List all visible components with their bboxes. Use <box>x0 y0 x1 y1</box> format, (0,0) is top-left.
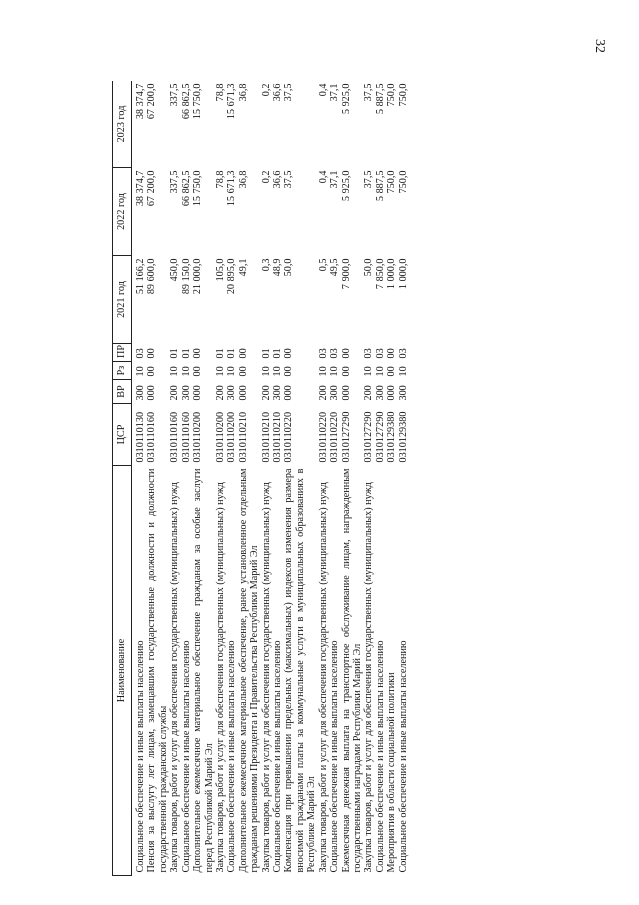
cell-pr: 01 <box>226 348 238 359</box>
cell-rz: 00 <box>283 366 295 377</box>
cell-2023: 5 925,0 <box>340 83 352 115</box>
cell-vr: 300 <box>329 385 341 401</box>
cell-pr: 03 <box>374 348 386 359</box>
table-row <box>386 81 397 876</box>
cell-vr: 000 <box>283 385 295 401</box>
cell-name: Пенсия за выслугу лет лицам, замещавшим государственные должности и должности государственной гражданской службы <box>146 468 169 873</box>
cell-rz: 10 <box>397 366 409 377</box>
header-2023: 2023 год <box>113 81 132 168</box>
cell-2023: 38 374,7 <box>135 83 146 120</box>
cell-rz: 00 <box>340 366 352 377</box>
cell-csr: 0310110210 <box>237 411 249 463</box>
table-row <box>261 81 272 876</box>
header-name: Наименование <box>113 466 132 876</box>
cell-csr: 0310129380 <box>397 411 409 463</box>
cell-2022: 66 862,5 <box>180 170 192 207</box>
cell-rz: 10 <box>226 366 238 377</box>
cell-name: Закупка товаров, работ и услуг для обеспечения государственных (муниципальных) нужд <box>260 482 272 873</box>
cell-2023: 15 671,3 <box>226 83 238 120</box>
cell-name: Социальное обеспечение и иные выплаты населению <box>226 640 238 873</box>
cell-name: Ежемесячная денежная выплата на транспортное обслуживание лицам, награжденным государственными наградами Республики Марий Эл <box>340 468 364 873</box>
cell-vr: 000 <box>237 385 249 401</box>
cell-2022: 750,0 <box>397 170 409 194</box>
cell-vr: 300 <box>397 385 409 401</box>
cell-pr: 03 <box>397 348 409 359</box>
cell-2023: 750,0 <box>397 83 409 107</box>
cell-vr: 200 <box>214 385 226 401</box>
cell-csr: 0310127290 <box>363 411 375 463</box>
cell-pr: 01 <box>272 348 284 359</box>
cell-name: Закупка товаров, работ и услуг для обеспечения государственных (муниципальных) нужд <box>317 482 329 873</box>
cell-2022: 37,5 <box>283 170 295 189</box>
cell-vr: 000 <box>192 385 204 401</box>
cell-vr: 300 <box>272 385 284 401</box>
cell-rz: 00 <box>386 366 398 377</box>
cell-pr: 03 <box>317 348 329 359</box>
table-row <box>341 81 364 876</box>
cell-vr: 200 <box>169 385 181 401</box>
cell-2021: 450,0 <box>169 258 181 282</box>
table-row <box>329 81 340 876</box>
cell-name: Социальное обеспечение и иные выплаты населению <box>272 640 284 873</box>
cell-2023: 750,0 <box>386 83 398 107</box>
cell-2021: 105,0 <box>214 258 226 282</box>
cell-csr: 0310110210 <box>260 411 272 463</box>
cell-pr: 01 <box>214 348 226 359</box>
cell-2023: 37,5 <box>363 83 375 102</box>
cell-csr: 0310110220 <box>283 411 295 463</box>
table-row <box>283 81 317 876</box>
cell-2021: 50,0 <box>283 258 295 277</box>
cell-csr: 0310110200 <box>214 411 226 463</box>
cell-rz: 10 <box>135 366 146 377</box>
cell-pr: 00 <box>146 348 158 359</box>
cell-name: Социальное обеспечение и иные выплаты населению <box>397 640 409 873</box>
cell-csr: 0310110220 <box>317 411 329 463</box>
cell-pr: 01 <box>180 348 192 359</box>
cell-2022: 67 200,0 <box>146 170 158 207</box>
cell-name: Мероприятия в области социальной политики <box>386 672 398 873</box>
cell-rz: 10 <box>272 366 284 377</box>
table-row <box>363 81 374 876</box>
table-row <box>272 81 283 876</box>
cell-2021: 50,0 <box>363 258 375 277</box>
cell-2022: 36,8 <box>237 170 249 189</box>
header-rz: Рз <box>113 362 132 380</box>
cell-2021: 20 895,0 <box>226 258 238 295</box>
cell-2023: 0,2 <box>260 83 272 97</box>
header-row <box>113 81 132 876</box>
header-pr: ПР <box>113 344 132 362</box>
cell-2023: 37,1 <box>329 83 341 102</box>
cell-2022: 337,5 <box>169 170 181 194</box>
cell-name: Социальное обеспечение и иные выплаты населению <box>180 640 192 873</box>
cell-2023: 0,4 <box>317 83 329 97</box>
cell-name: Социальное обеспечение и иные выплаты населению <box>374 640 386 873</box>
table-row <box>215 81 226 876</box>
table-row <box>398 81 409 876</box>
cell-2022: 38 374,7 <box>135 170 146 207</box>
cell-2021: 7 850,0 <box>374 258 386 290</box>
table-row <box>238 81 261 876</box>
cell-2022: 15 750,0 <box>192 170 204 207</box>
cell-rz: 10 <box>214 366 226 377</box>
cell-2022: 15 671,3 <box>226 170 238 207</box>
cell-2021: 1 000,0 <box>386 258 398 290</box>
cell-name: Дополнительное ежемесячное материальное обеспечение, ранее установленное отдельным гражданам решениями Президента и Правительства Республики Марий Эл <box>237 468 261 873</box>
cell-rz: 10 <box>374 366 386 377</box>
table-row <box>169 81 180 876</box>
header-2021: 2021 год <box>113 256 132 344</box>
cell-2021: 51 166,2 <box>135 258 146 295</box>
table-row <box>146 81 169 876</box>
cell-csr: 0310127290 <box>374 411 386 463</box>
cell-2021: 49,5 <box>329 258 341 277</box>
cell-csr: 0310110160 <box>180 411 192 463</box>
cell-rz: 10 <box>260 366 272 377</box>
cell-2021: 0,3 <box>260 258 272 272</box>
header-2022: 2022 год <box>113 168 132 256</box>
cell-2021: 49,1 <box>237 258 249 277</box>
cell-vr: 300 <box>226 385 238 401</box>
cell-vr: 300 <box>374 385 386 401</box>
cell-2021: 48,9 <box>272 258 284 277</box>
cell-2022: 0,4 <box>317 170 329 184</box>
cell-2021: 89 150,0 <box>180 258 192 295</box>
cell-2022: 0,2 <box>260 170 272 184</box>
cell-2022: 36,6 <box>272 170 284 189</box>
cell-2023: 15 750,0 <box>192 83 204 120</box>
table-row <box>226 81 237 876</box>
cell-2023: 66 862,5 <box>180 83 192 120</box>
cell-pr: 00 <box>386 348 398 359</box>
page-number: 32 <box>592 39 607 53</box>
cell-vr: 300 <box>135 385 146 401</box>
header-vr: ВР <box>113 380 132 404</box>
cell-pr: 03 <box>135 348 146 359</box>
cell-2022: 750,0 <box>386 170 398 194</box>
cell-rz: 10 <box>317 366 329 377</box>
cell-csr: 0310110200 <box>192 411 204 463</box>
cell-2023: 5 887,5 <box>374 83 386 115</box>
cell-2023: 36,8 <box>237 83 249 102</box>
cell-vr: 200 <box>260 385 272 401</box>
cell-vr: 300 <box>180 385 192 401</box>
cell-pr: 00 <box>283 348 295 359</box>
cell-rz: 00 <box>146 366 158 377</box>
cell-pr: 01 <box>169 348 181 359</box>
cell-name: Закупка товаров, работ и услуг для обеспечения государственных (муниципальных) нужд <box>169 482 181 873</box>
table-body <box>132 81 410 876</box>
table-row <box>318 81 329 876</box>
cell-rz: 00 <box>192 366 204 377</box>
cell-vr: 000 <box>340 385 352 401</box>
cell-2023: 78,8 <box>214 83 226 102</box>
landscape-sheet <box>112 81 572 876</box>
cell-csr: 0310129380 <box>386 411 398 463</box>
table-row <box>375 81 386 876</box>
cell-2021: 7 900,0 <box>340 258 352 290</box>
cell-name: Компенсация при превышении предельных (максимальных) индексов изменения размера вносимой гражданами платы за коммунальные услуги в муниципальных образованиях в Республике Марий Эл <box>283 468 318 873</box>
cell-name: Закупка товаров, работ и услуг для обеспечения государственных (муниципальных) нужд <box>214 482 226 873</box>
cell-2021: 1 000,0 <box>397 258 409 290</box>
rotated-table-area <box>112 81 572 876</box>
cell-vr: 000 <box>146 385 158 401</box>
cell-pr: 00 <box>340 348 352 359</box>
cell-csr: 0310110160 <box>146 411 158 463</box>
cell-pr: 03 <box>329 348 341 359</box>
cell-2021: 21 000,0 <box>192 258 204 295</box>
cell-vr: 200 <box>363 385 375 401</box>
cell-2022: 5 887,5 <box>374 170 386 202</box>
cell-pr: 00 <box>237 348 249 359</box>
cell-name: Закупка товаров, работ и услуг для обеспечения государственных (муниципальных) нужд <box>363 482 375 873</box>
cell-rz: 10 <box>329 366 341 377</box>
cell-2022: 5 925,0 <box>340 170 352 202</box>
cell-rz: 10 <box>169 366 181 377</box>
cell-csr: 0310110220 <box>329 411 341 463</box>
cell-2021: 89 600,0 <box>146 258 158 295</box>
cell-name: Дополнительное ежемесячное материальное обеспечение гражданам за особые заслуги перед Республикой Марий Эл <box>192 468 215 873</box>
table-row <box>181 81 192 876</box>
cell-2023: 37,5 <box>283 83 295 102</box>
cell-csr: 0310110130 <box>135 411 146 463</box>
header-csr: ЦСР <box>113 404 132 466</box>
cell-pr: 01 <box>260 348 272 359</box>
cell-rz: 00 <box>237 366 249 377</box>
cell-csr: 0310127290 <box>340 411 352 463</box>
cell-pr: 00 <box>192 348 204 359</box>
cell-2023: 67 200,0 <box>146 83 158 120</box>
cell-pr: 03 <box>363 348 375 359</box>
cell-2022: 37,5 <box>363 170 375 189</box>
cell-rz: 10 <box>363 366 375 377</box>
table-header <box>113 81 132 876</box>
cell-csr: 0310110200 <box>226 411 238 463</box>
cell-2023: 337,5 <box>169 83 181 107</box>
cell-2022: 37,1 <box>329 170 341 189</box>
cell-name: Социальное обеспечение и иные выплаты населению <box>135 640 146 873</box>
budget-table <box>112 81 409 876</box>
cell-2023: 36,6 <box>272 83 284 102</box>
cell-vr: 000 <box>386 385 398 401</box>
cell-name: Социальное обеспечение и иные выплаты населению <box>329 640 341 873</box>
table-row <box>132 81 147 876</box>
cell-csr: 0310110160 <box>169 411 181 463</box>
cell-2022: 78,8 <box>214 170 226 189</box>
cell-2021: 0,5 <box>317 258 329 272</box>
cell-vr: 200 <box>317 385 329 401</box>
cell-rz: 10 <box>180 366 192 377</box>
cell-csr: 0310110210 <box>272 411 284 463</box>
table-row <box>192 81 215 876</box>
